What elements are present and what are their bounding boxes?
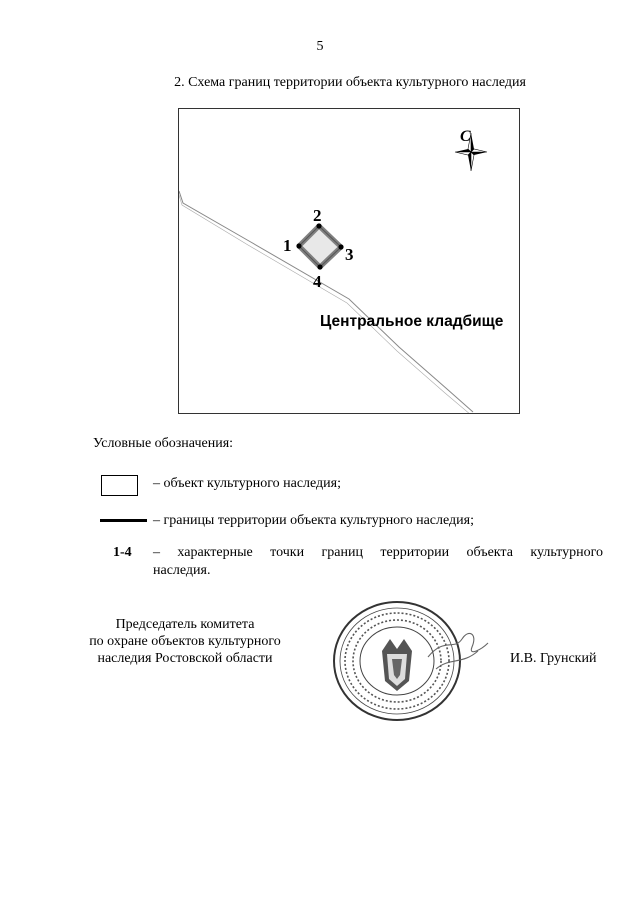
boundary-point-3 — [338, 244, 343, 249]
position-line-2: по охране объектов культурного — [89, 634, 281, 649]
cemetery-label: Центральное кладбище — [320, 313, 504, 330]
scheme-map — [178, 108, 520, 414]
signatory-name: И.В. Грунский — [510, 651, 597, 666]
scheme-map-drawing — [179, 109, 520, 414]
point-label-3: 3 — [345, 245, 354, 264]
boundary-point-1 — [296, 243, 301, 248]
legend-object-symbol — [101, 475, 138, 496]
official-seal — [332, 599, 502, 724]
point-label-4: 4 — [313, 272, 322, 291]
page-number: 5 — [316, 39, 324, 54]
position-line-3: наследия Ростовской области — [97, 651, 273, 666]
legend-object-text: – объект культурного наследия; — [153, 476, 341, 491]
legend-points-text-cont: наследия. — [153, 563, 211, 578]
legend-points-code: 1-4 — [113, 545, 132, 560]
position-line-1: Председатель комитета — [115, 617, 255, 632]
point-label-1: 1 — [283, 236, 292, 255]
boundary-point-4 — [317, 264, 322, 269]
scheme-title: 2. Схема границ территории объекта культурного наследия — [174, 75, 526, 90]
compass-north-label: С — [460, 128, 471, 145]
legend-heading: Условные обозначения: — [93, 436, 234, 451]
legend-boundary-symbol — [100, 519, 147, 522]
heritage-object-outline — [299, 226, 341, 267]
point-label-2: 2 — [313, 206, 322, 225]
handwritten-signature — [428, 633, 488, 669]
legend-points-text: – характерные точки границ территории объекта культурного — [153, 545, 603, 560]
legend-boundary-text: – границы территории объекта культурного наследия; — [153, 513, 474, 528]
signatory-position — [80, 616, 290, 667]
